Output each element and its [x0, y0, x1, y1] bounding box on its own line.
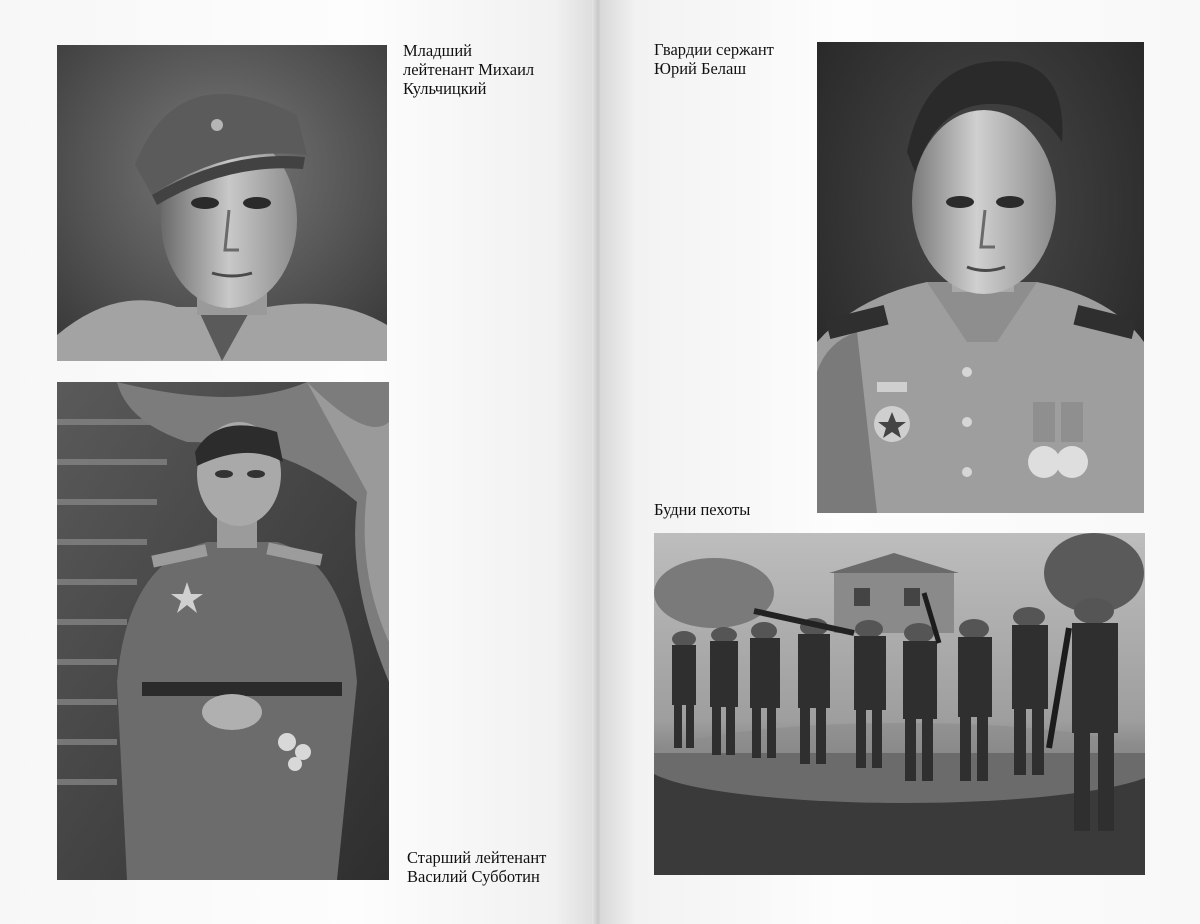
caption-kulchitsky: Младший лейтенант Михаил Кульчицкий	[403, 41, 535, 98]
infantry-column-marching-icon	[654, 533, 1145, 875]
photo-belash	[817, 42, 1144, 513]
right-page	[600, 0, 1200, 924]
photo-kulchitsky	[57, 45, 387, 361]
left-page	[0, 0, 596, 924]
photo-subbotin	[57, 382, 389, 880]
portrait-officer-standing-icon	[57, 382, 389, 880]
photo-infantry	[654, 533, 1145, 875]
portrait-guards-sergeant-medals-icon	[817, 42, 1144, 513]
caption-infantry: Будни пехоты	[654, 500, 751, 519]
portrait-soldier-side-cap-icon	[57, 45, 387, 361]
caption-subbotin: Старший лейтенант Василий Субботин	[407, 848, 547, 886]
caption-belash: Гвардии сержант Юрий Белаш	[654, 40, 774, 78]
